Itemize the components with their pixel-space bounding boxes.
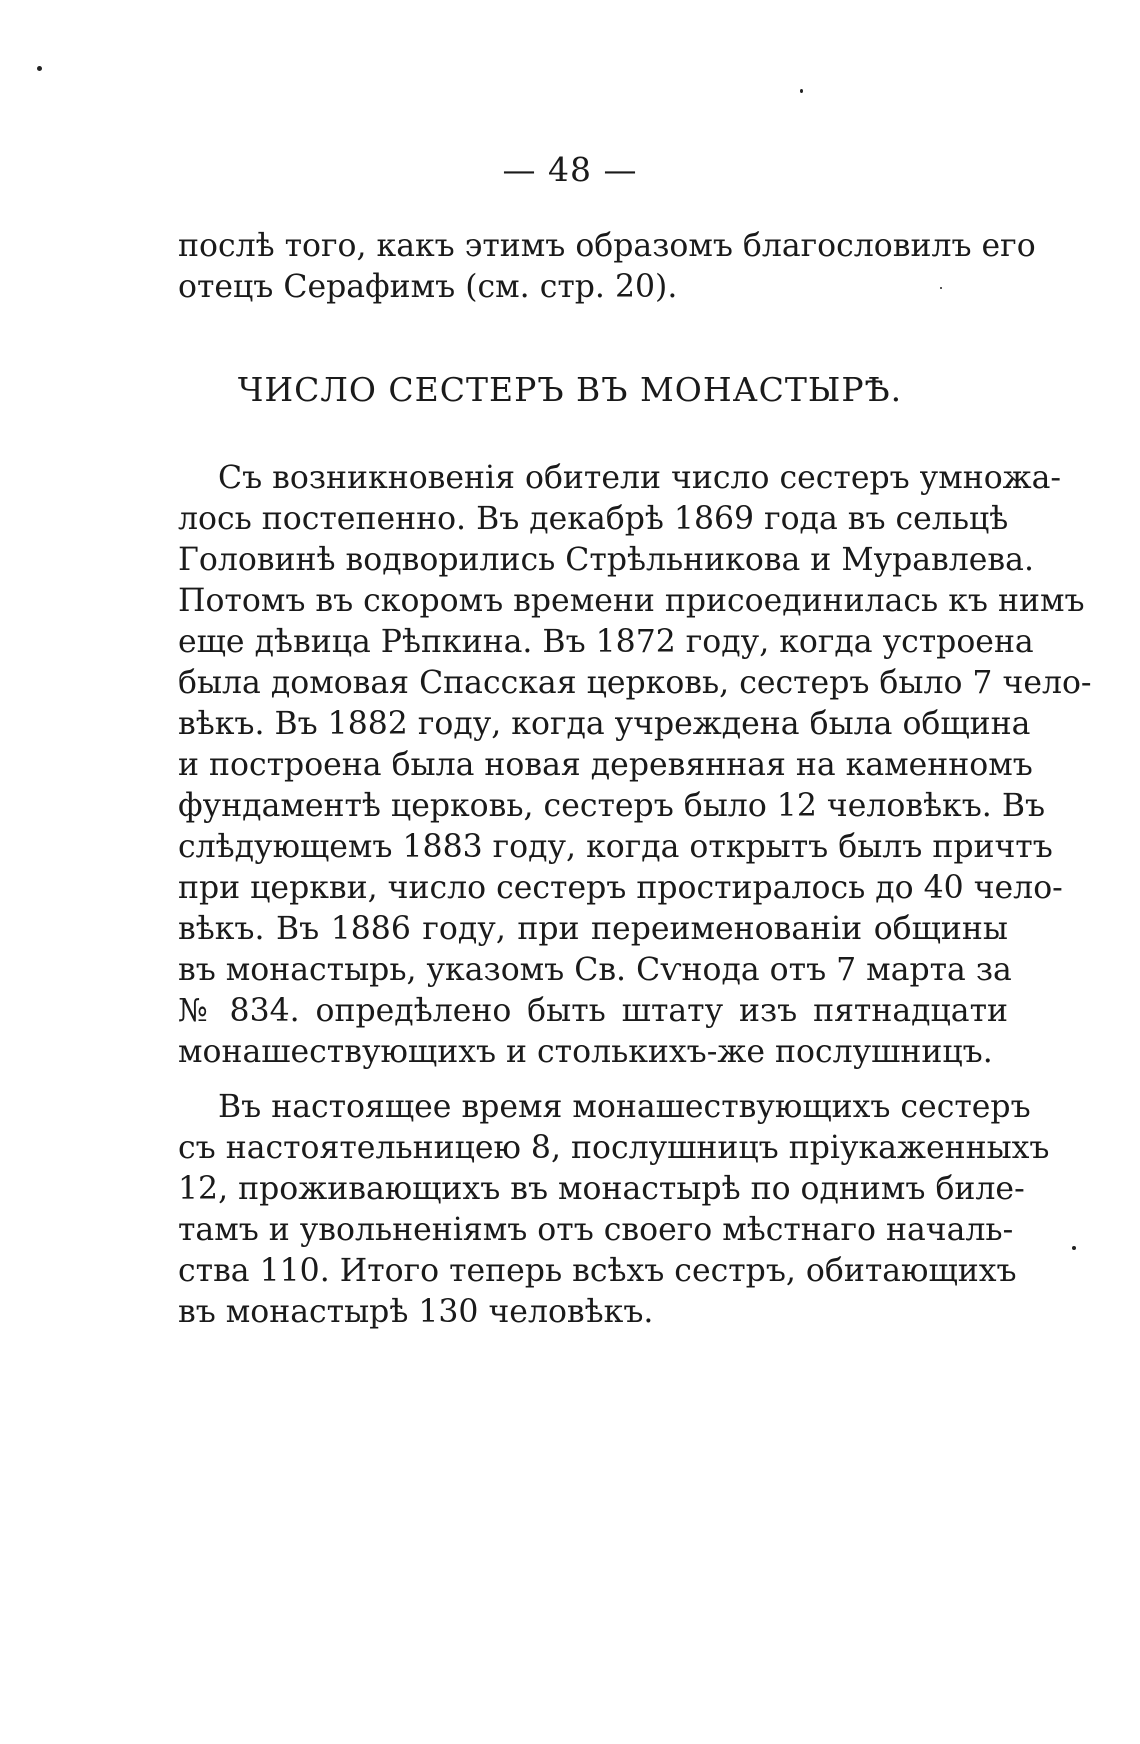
text-line: Потомъ въ скоромъ времени присоединилась къ нимъ <box>178 583 1085 619</box>
text-line: 12, проживающихъ въ монастырѣ по однимъ биле- <box>178 1171 1025 1207</box>
paragraph-1 <box>178 458 1092 1073</box>
print-speck <box>1072 1246 1076 1250</box>
print-speck <box>37 66 42 71</box>
text-line: № 834. опредѣлено быть штату изъ пятнадцати <box>178 993 1008 1029</box>
text-line: монашествующихъ и столькихъ-же послушницъ. <box>178 1034 993 1070</box>
text-line: вѣкъ. Въ 1882 году, когда учреждена была община <box>178 706 1031 742</box>
page-number: — 48 — <box>502 150 638 189</box>
section-heading: ЧИСЛО СЕСТЕРЪ ВЪ МОНАСТЫРѢ. <box>237 370 903 409</box>
text-line: Въ настоящее время монашествующихъ сестеръ <box>218 1089 1031 1125</box>
text-line: при церкви, число сестеръ простиралось до 40 чело- <box>178 870 1063 906</box>
text-line: слѣдующемъ 1883 году, когда открытъ былъ причтъ <box>178 829 1053 865</box>
text-line: Головинѣ водворились Стрѣльникова и Муравлева. <box>178 542 1034 578</box>
text-line: отецъ Серафимъ (см. стр. 20). <box>178 269 678 305</box>
text-line: и построена была новая деревянная на каменномъ <box>178 747 1033 783</box>
text-line: послѣ того, какъ этимъ образомъ благословилъ его <box>178 228 1036 264</box>
text-line: лось постепенно. Въ декабрѣ 1869 года въ сельцѣ <box>178 501 1009 537</box>
text-line: была домовая Спасская церковь, сестеръ было 7 чело- <box>178 665 1092 701</box>
text-line: въ монастырь, указомъ Св. Сѵнода отъ 7 марта за <box>178 952 1012 988</box>
text-line: ства 110. Итого теперь всѣхъ сестръ, обитающихъ <box>178 1253 1017 1289</box>
text-line: вѣкъ. Въ 1886 году, при переименованіи общины <box>178 911 1008 947</box>
paragraph-2 <box>178 1087 1050 1333</box>
text-line: фундаментѣ церковь, сестеръ было 12 человѣкъ. Въ <box>178 788 1046 824</box>
text-line: Съ возникновенія обители число сестеръ умножа- <box>218 460 1062 496</box>
text-line: тамъ и увольненіямъ отъ своего мѣстнаго началь- <box>178 1212 1014 1248</box>
text-line: еще дѣвица Рѣпкина. Въ 1872 году, когда устроена <box>178 624 1034 660</box>
intro-text <box>178 226 1036 308</box>
text-line: въ монастырѣ 130 человѣкъ. <box>178 1294 654 1330</box>
text-line: съ настоятельницею 8, послушницъ пріукаженныхъ <box>178 1130 1050 1166</box>
print-speck <box>800 89 803 93</box>
